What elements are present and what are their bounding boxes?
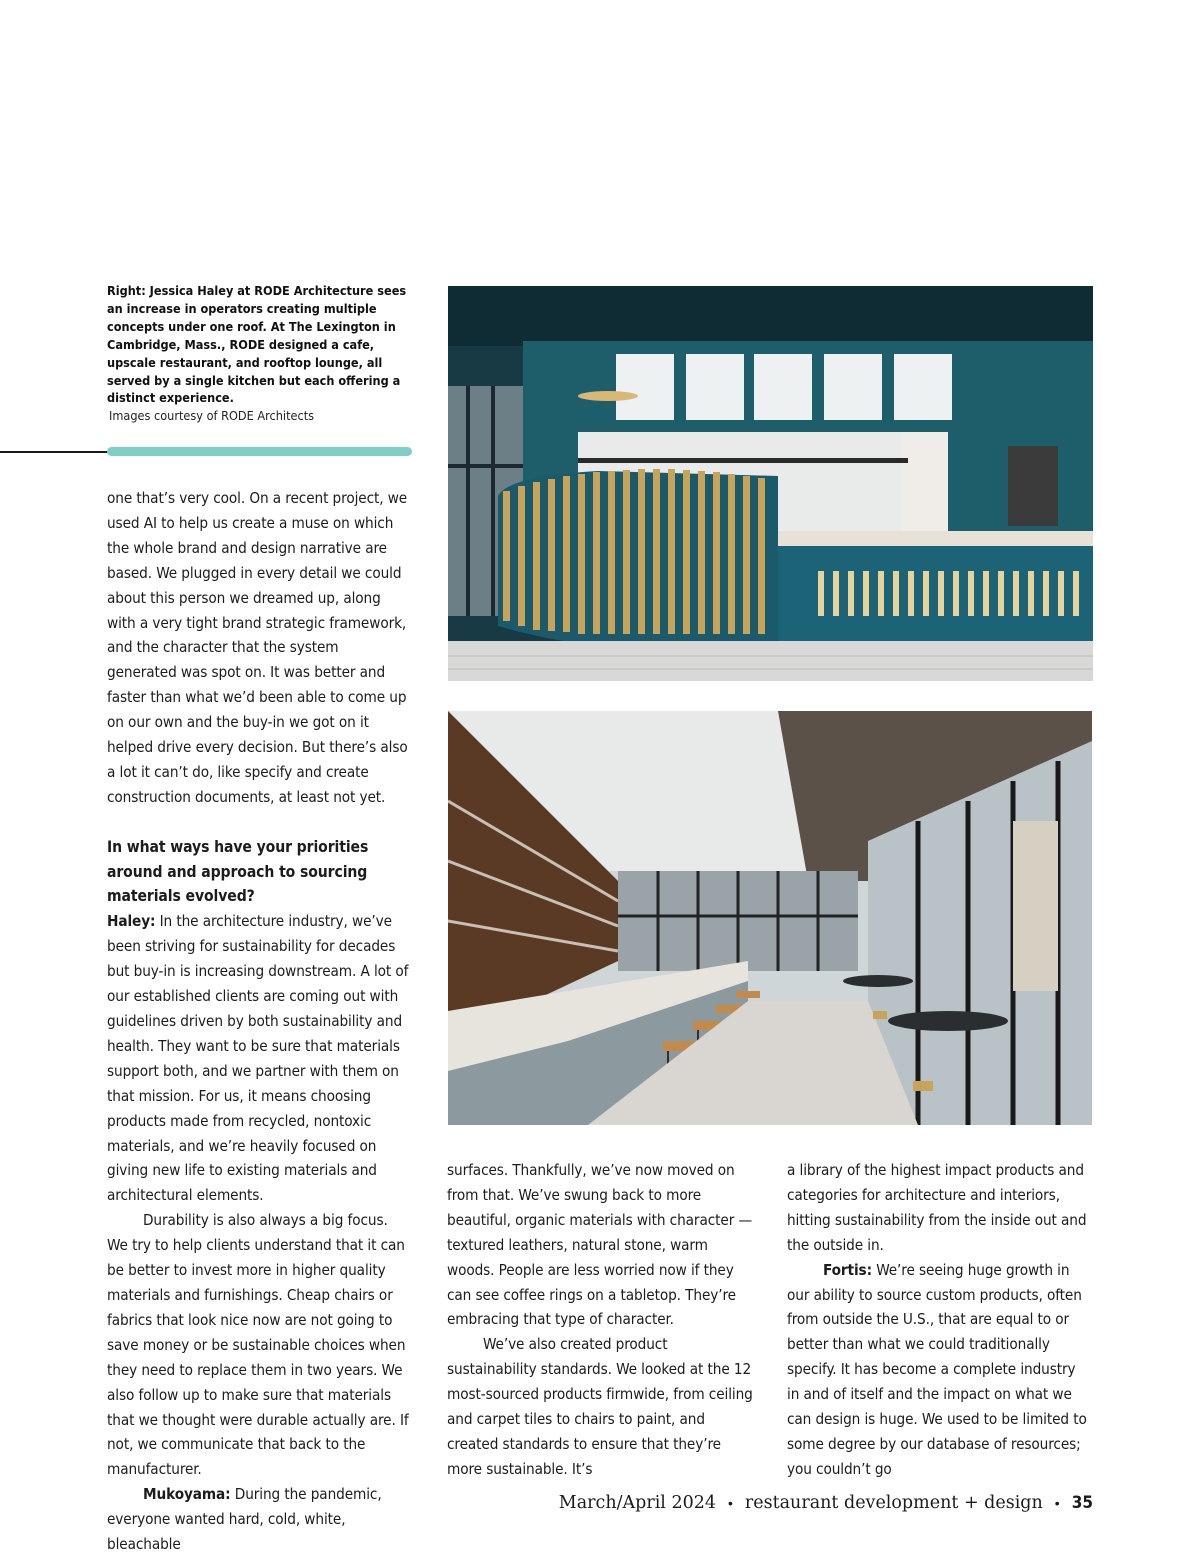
page-number: 35 xyxy=(1071,1493,1093,1513)
footer-separator: • xyxy=(1054,1495,1060,1511)
paragraph-text: In the architecture industry, we’ve been striving for sustainability for decades but buy-in is increasing downstream. A lot of our established clients are coming out with guidelines driven by both sustainability and health. They want to be sure that materials support both, and we partner with them on that mission. For us, it means choosing products made from recycled, nontoxic materials, and we’re heavily focused on giving new life to existing materials and architectural elements. xyxy=(107,912,409,1205)
page-footer xyxy=(559,1493,1093,1513)
paragraph: We’ve also created product sustainability standards. We looked at the 12 most-sourced products firmwide, from ceiling and carpet tiles to chairs to paint, and created standards to ensure that they’re more sustainable. It’s xyxy=(447,1335,753,1478)
paragraph xyxy=(787,1258,1087,1482)
cafe-counter-photo xyxy=(448,286,1093,681)
paragraph: a library of the highest impact products and categories for architecture and interiors, hitting sustainability from the inside out and the outside in. xyxy=(787,1161,1087,1254)
lounge-bar-photo xyxy=(448,711,1092,1125)
paragraph-text: We’re seeing huge growth in our ability to source custom products, often from outside the U.S., that are equal to or better than what we could traditionally specify. It has become a complete industry in and of itself and the impact on what we can design is huge. We used to be limited to some degree by our database of resources; you couldn’t go xyxy=(787,1260,1087,1478)
photo-credit: Images courtesy of RODE Architects xyxy=(109,408,315,424)
paragraph xyxy=(107,909,412,1208)
caption-text: Right: Jessica Haley at RODE Architecture sees an increase in operators creating multiple concepts under one roof. At The Lexington in Cambridge, Mass., RODE designed a cafe, upscale restaurant, and rooftop lounge, all served by a single kitchen but each offering a distinct experience. xyxy=(107,283,407,406)
text-column-3 xyxy=(787,1158,1087,1482)
text-column-1 xyxy=(107,486,412,1557)
publication-name: restaurant development + design xyxy=(744,1493,1043,1513)
paragraph xyxy=(107,1482,412,1557)
footer-separator: • xyxy=(727,1495,733,1511)
paragraph: one that’s very cool. On a recent project, we used AI to help us create a muse on which the whole brand and design narrative are based. We plugged in every detail we could about this person we dreamed up, along with a very tight brand strategic framework, and the character that the system generated was spot on. It was better and faster than what we’d been able to come up on our own and the buy-in we got on it helped drive every decision. But there’s also a lot it can’t do, like specify and create construction documents, at least not yet. xyxy=(107,489,408,806)
decorative-rule-line xyxy=(0,451,115,453)
paragraph: surfaces. Thankfully, we’ve now moved on from that. We’ve swung back to more beautiful, organic materials with character — textured leathers, natural stone, warm woods. People are less worried now if they can see coffee rings on a tabletop. They’re embracing that type of character. xyxy=(447,1161,753,1329)
photo-caption xyxy=(107,282,407,425)
speaker-name: Fortis: xyxy=(823,1260,872,1279)
text-column-2 xyxy=(447,1158,757,1482)
paragraph: Durability is also always a big focus. We try to help clients understand that it can be better to invest more in higher quality materials and furnishings. Cheap chairs or fabrics that look nice now are not going to save money or be sustainable choices when they need to replace them in two years. We also follow up to make sure that materials that we thought were durable actually are. If not, we communicate that back to the manufacturer. xyxy=(107,1211,409,1479)
speaker-name: Haley: xyxy=(107,912,156,931)
speaker-name: Mukoyama: xyxy=(143,1485,231,1504)
paragraph-text: During the pandemic, everyone wanted hard, cold, white, bleachable xyxy=(107,1485,382,1554)
interview-question: In what ways have your priorities around and approach to sourcing materials evolved? xyxy=(107,837,369,906)
issue-date: March/April 2024 xyxy=(558,1493,716,1513)
accent-bar xyxy=(107,447,412,456)
